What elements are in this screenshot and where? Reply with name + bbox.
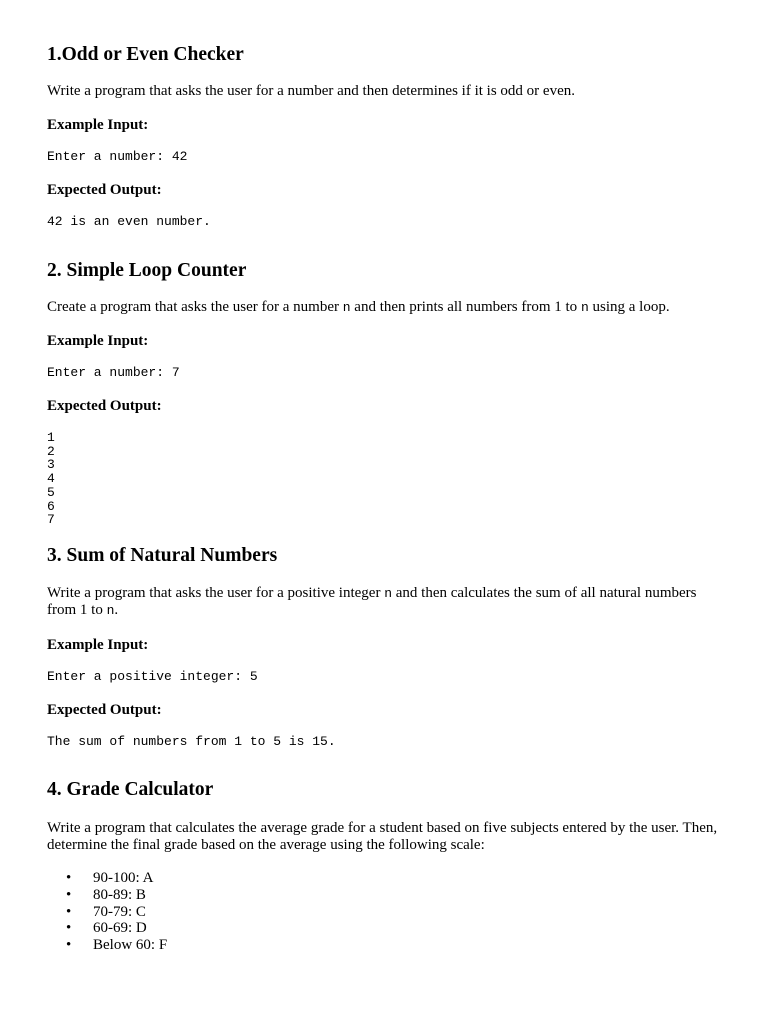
- section-description: [47, 585, 727, 619]
- example-input-code: Enter a number: 7: [47, 365, 180, 380]
- expected-output-label: Expected Output:: [47, 182, 162, 198]
- inline-code: n: [580, 300, 589, 315]
- description-text: and then prints all numbers from 1 to: [350, 299, 581, 315]
- example-input-code: Enter a positive integer: 5: [47, 669, 258, 684]
- list-item: • Below 60: F: [47, 937, 167, 954]
- list-item: • 90-100: A: [47, 870, 167, 887]
- expected-output-code: 42 is an even number.: [47, 214, 211, 229]
- example-input-code: Enter a number: 42: [47, 149, 188, 164]
- description-text: using a loop.: [588, 299, 670, 315]
- inline-code: n: [384, 586, 393, 601]
- section-loop-counter: [47, 260, 727, 528]
- section-sum-natural: [47, 545, 727, 749]
- expected-output-code: The sum of numbers from 1 to 5 is 15.: [47, 734, 336, 749]
- section-title: 3. Sum of Natural Numbers: [47, 545, 278, 566]
- inline-code: n: [106, 603, 115, 618]
- expected-output-code: 1 2 3 4 5 6 7: [47, 430, 55, 528]
- section-grade-calculator: [47, 779, 727, 954]
- description-text: Create a program that asks the user for a number: [47, 299, 343, 315]
- expected-output-label: Expected Output:: [47, 702, 162, 718]
- section-title: 1.Odd or Even Checker: [47, 44, 244, 65]
- section-description: Write a program that asks the user for a number and then determines if it is odd or even.: [47, 83, 575, 99]
- section-title: 2. Simple Loop Counter: [47, 260, 247, 281]
- description-text: Write a program that asks the user for a positive integer: [47, 585, 385, 601]
- description-text: and then calculates the sum of all natural numbers from 1 to: [47, 585, 697, 618]
- list-item: • 60-69: D: [47, 920, 167, 937]
- example-input-label: Example Input:: [47, 637, 149, 653]
- inline-code: n: [342, 300, 351, 315]
- section-description: [47, 299, 670, 316]
- section-description: Write a program that calculates the average grade for a student based on five subjects entered by the user. Then, determine the final grade based on the average using the following scale:: [47, 820, 718, 853]
- section-title: 4. Grade Calculator: [47, 779, 214, 800]
- list-item: • 80-89: B: [47, 887, 167, 904]
- list-item: • 70-79: C: [47, 904, 167, 921]
- description-text: .: [114, 602, 119, 618]
- section-odd-even: [47, 44, 727, 229]
- example-input-label: Example Input:: [47, 117, 149, 133]
- expected-output-label: Expected Output:: [47, 398, 162, 414]
- grade-scale-list: [47, 870, 167, 954]
- example-input-label: Example Input:: [47, 333, 149, 349]
